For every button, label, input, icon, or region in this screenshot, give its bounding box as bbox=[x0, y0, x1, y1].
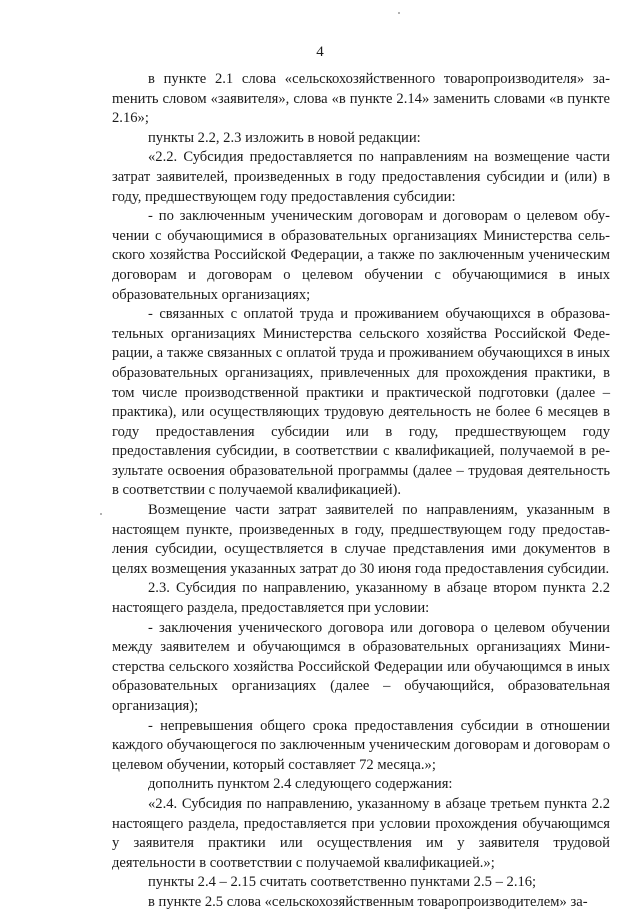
paragraph: - по заключенным ученическим договорам и договорам о целевом обучении с обучающимися в образовательных организациях Министерства сельского хозяйства Российской Федерации, а также по заключенным ученическим договорам и договорам о целевом обучении с обучающимися в иных образовательных организациях; bbox=[112, 208, 610, 303]
paragraph: в пункте 2.5 слова «сельскохозяйственным товаропроизводителем» за- bbox=[148, 893, 588, 910]
paragraph: - заключения ученического договора или договора о целевом обучении между заявителем и обучающимся в образовательных организациях Министерства сельского хозяйства Российской Федерации или обучающимся в иных образовательных организациях (далее – обучающийся, образовательная организация); bbox=[112, 619, 610, 714]
paragraph: пункты 2.4 – 2.15 считать соответственно пунктами 2.5 – 2.16; bbox=[148, 874, 537, 891]
page-number: 4 bbox=[316, 44, 324, 60]
paragraph: 2.3. Субсидия по направлению, указанному в абзаце втором пункта 2.2 настоящего раздела, предоставляется при условии: bbox=[112, 580, 610, 617]
paragraph: «2.2. Субсидия предоставляется по направлениям на возмещение части затрат заявителей, произведенных в году предоставления субсидии и (или) в году, предшествующем году предоставления субсидии: bbox=[112, 149, 610, 205]
paragraph: - непревышения общего срока предоставления субсидии в отношении каждого обучающегося по заключенным ученическим договорам и договорам о целевом обучении, который составляет 72 месяца.»; bbox=[112, 717, 610, 773]
paragraph: «2.4. Субсидия по направлению, указанному в абзаце третьем пункта 2.2 настоящего раздела, предоставляется при условии прохождения обучающимся у заявителя практики или осуществления им у заявителя трудовой деятельности в соответствии с получаемой квалификацией.»; bbox=[112, 795, 610, 871]
paragraph: пункты 2.2, 2.3 изложить в новой редакции: bbox=[148, 129, 421, 146]
document-body bbox=[112, 70, 610, 913]
paragraph: дополнить пунктом 2.4 следующего содержания: bbox=[148, 776, 453, 793]
paragraph: Возмещение части затрат заявителей по направлениям, указанным в настоящем пункте, произведенных в году, предшествующем году предоставления субсидии, осуществляется в случае представления ими документов в целях возмещения указанных затрат до 30 июня года предоставления субсидии. bbox=[112, 502, 610, 577]
scan-speck bbox=[100, 513, 102, 515]
scan-speck bbox=[398, 12, 400, 14]
paragraph: в пункте 2.1 слова «сельскохозяйственного товаропроизводителя» заmенить словом «заявителя», слова «в пункте 2.14» заменить словами «в пункте 2.16»; bbox=[112, 71, 610, 127]
paragraph: - связанных с оплатой труда и проживанием обучающихся в образовательных организациях Министерства сельского хозяйства Российской Федерации, а также связанных с оплатой труда и проживанием обучающихся в иных образовательных организациях, привлеченных для прохождения практики, в том числе производственной практики и практической подготовки (далее – практика), или осуществляющих трудовую деятельность не более 6 месяцев в году предоставления субсидии или в году, предшествующем году предоставления субсидии, в соответствии с квалификацией, получаемой в результате освоения образовательной программы (далее – трудовая деятельность в соответствии с получаемой квалификацией). bbox=[112, 306, 610, 499]
